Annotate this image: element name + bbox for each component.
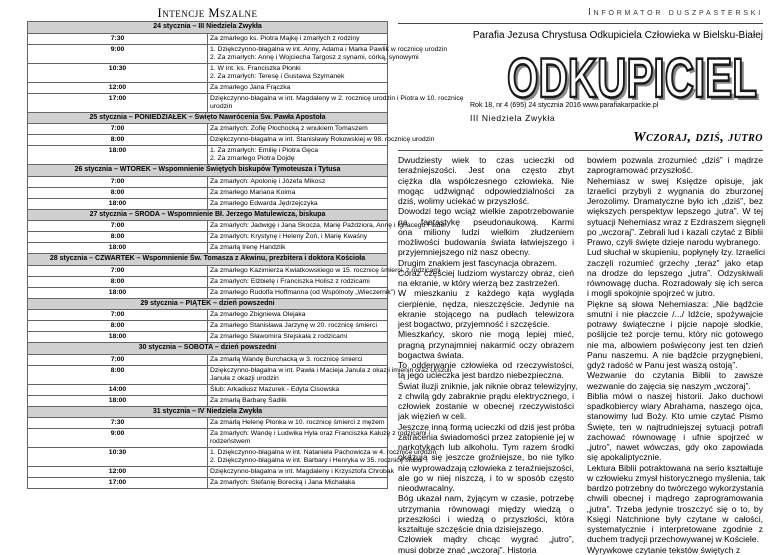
article-line: nie ma, albowiem poświęcony jest ten dzień bbox=[587, 339, 763, 350]
article-line: Jerozolimy. Dramatyczne było ich „dziś”, bez bbox=[587, 196, 763, 206]
intention-row bbox=[28, 287, 388, 298]
article-line: człowiek zostanie w obecnej rzeczywistości bbox=[398, 401, 574, 411]
mass-time: 18:00 bbox=[28, 243, 208, 254]
article-line: Wyrywkowe czytanie tekstów świętych z bbox=[587, 544, 741, 555]
article-line: To odderwanie człowieka od rzeczywistości, bbox=[398, 360, 574, 370]
intention-row bbox=[28, 187, 388, 198]
article-line: stanowimy lud Boży. Kto umie czytać Pismo bbox=[587, 411, 763, 422]
newsletter-header bbox=[398, 6, 763, 123]
day-heading-row bbox=[28, 254, 388, 266]
logo-text: ODKUPICIEL bbox=[507, 46, 757, 109]
intention-line: Za zmarłą Irenę Handzlik bbox=[210, 244, 286, 251]
article-line: poślijcie też porcje temu, który nic gotowego bbox=[587, 329, 763, 340]
intention-line: Dziękczynno-błagalna w int. Pawła i Macieja Janula z okazji imienin oraz Urszuli bbox=[210, 366, 452, 374]
article-line: i mogli spokojnie spojrzeć w jutro. bbox=[587, 288, 716, 299]
day-heading: 30 stycznia – SOBOTA – dzień powszedni bbox=[28, 343, 388, 355]
article-line: smutni i nie płaczcie /.../ Idźcie, spożywajcie bbox=[587, 308, 763, 319]
day-heading: 25 stycznia – PONIEDZIAŁEK – Święto Nawrócenia Św. Pawła Apostoła bbox=[28, 112, 388, 124]
day-heading: 26 stycznia – WTOREK – Wspomnienie Świętych biskupów Tymoteusza i Tytusa bbox=[28, 165, 388, 177]
article-line: systematycznie i interpretowane zgodnie z bbox=[587, 524, 763, 534]
intention-text bbox=[208, 310, 388, 321]
intention-text bbox=[208, 429, 430, 448]
mass-time: 18:00 bbox=[28, 198, 208, 209]
intention-row bbox=[28, 93, 388, 112]
intention-line: Dziękczynno-błagalna w int. Magdaleny i Krzysztofa Chrobak bbox=[210, 468, 394, 475]
article-line: zaczęli rozumieć grzechy „teraz” jako etap bbox=[587, 257, 763, 268]
intention-line: 2. Za zmarłych: Annę i Wojciecha Targosz z synami, córką, synowymi bbox=[210, 53, 419, 61]
intention-row bbox=[28, 365, 388, 384]
article-line: możliwości budowania świata łatwiejszego i bbox=[398, 237, 574, 247]
intention-line: 2. Za zmarłego Piotra Dojdę bbox=[210, 155, 295, 162]
article-column-1 bbox=[398, 155, 578, 555]
intention-line: Za zmarłego Zbigniewa Olejaka bbox=[210, 311, 306, 318]
intention-line: 2. Za zmarłych: Teresę i Gustawa Szymanek bbox=[210, 72, 345, 80]
article-line: Święte, ten w najtrudniejszej sytuacji potrafi bbox=[587, 421, 763, 432]
article-line: ciężka dla współczesnego człowieka. Nie bbox=[398, 175, 574, 186]
day-heading-row bbox=[28, 298, 388, 310]
intention-line: Januła z okazji urodzin bbox=[210, 374, 279, 382]
intention-line: Za zmarłych: Wandę i Ludwika Hyla oraz Franciszka Kałużę z rodzicami i bbox=[210, 430, 430, 437]
article-line: ale go w niej niszczą, i to w sposób często bbox=[398, 472, 574, 483]
mass-time: 12:00 bbox=[28, 82, 208, 93]
article-line: dziś, wolimy uciekać w przyszłość. bbox=[398, 196, 530, 206]
day-heading: 31 stycznia – IV Niedziela Zwykła bbox=[28, 406, 388, 418]
mass-time: 10:30 bbox=[28, 63, 208, 82]
article-line: sytuacji Nehemiasz wraz z Ezdraszem sięgnęli bbox=[587, 216, 766, 227]
intention-text bbox=[208, 135, 435, 146]
article-line: Człowiek mądry chcąc wygrać „jutro”, bbox=[398, 534, 574, 545]
intention-row bbox=[28, 332, 388, 343]
article-line: Dowodzi tego wciąż wielkie zapotrzebowanie bbox=[398, 206, 574, 217]
intention-line: Za zmarłego Jana Frączka bbox=[210, 83, 291, 91]
article-line: bowiem pozwala zrozumieć „dziś” i mądrze bbox=[587, 155, 763, 165]
article-line: przeszłości i wiedzą o przyszłości, która bbox=[398, 513, 574, 524]
article-line: cierpienie, nędza, nieszczęście. Jedynie na bbox=[398, 298, 574, 309]
article-line: Prawo, czyli święte dzieje narodu wybranego. bbox=[587, 237, 761, 247]
article-line: Księgi Natchnione były czytane w całości, bbox=[587, 513, 763, 524]
intention-text bbox=[208, 93, 464, 112]
article-column-2 bbox=[587, 155, 766, 555]
article-line: chwili obecnej i mądrego zaprogramowania bbox=[587, 493, 763, 504]
article-line: Bóg ukazał nam, żyjącym w czasie, potrzebę bbox=[398, 493, 574, 504]
intention-row bbox=[28, 146, 388, 165]
intention-line: Za zmarłą Barbarę Sadlik bbox=[210, 396, 287, 404]
day-heading-row bbox=[28, 209, 388, 221]
header-divider bbox=[398, 23, 763, 24]
article-line: bogactwa świata. bbox=[398, 349, 464, 360]
day-heading-row bbox=[28, 165, 388, 177]
intention-line: Za zmarłych: Stefanię Borecką i Jana Michałaka bbox=[210, 479, 356, 486]
article-line: Izraelici przybyli z wygnania do zburzonej bbox=[587, 185, 763, 196]
article-line: spadkobiercy wiary Abrahama, naszego ojca, bbox=[587, 401, 763, 411]
intention-row bbox=[28, 354, 388, 365]
article-line: równowagę ducha. Rozradowały się ich serca bbox=[587, 278, 763, 288]
mass-time: 12:00 bbox=[28, 467, 208, 478]
intentions-title: Intencje Mszalne bbox=[157, 6, 258, 20]
intention-row bbox=[28, 276, 388, 287]
article-line: Lud słuchał w skupieniu, popłynęły łzy. Izraelici bbox=[587, 247, 766, 258]
intention-line: Za zmarłych: Krystynę i Heleny Żoń, i Marię Kwaśny bbox=[210, 233, 368, 240]
intention-text bbox=[208, 124, 388, 135]
mass-time: 9:00 bbox=[28, 429, 208, 448]
article-line: większych perspektyw lepszego „jutra”. W tej bbox=[587, 206, 763, 217]
mass-time: 7:00 bbox=[28, 310, 208, 321]
article-line: na fantastykę pseudonaukową. Karmi bbox=[398, 216, 574, 227]
intention-line: Dziękczynno-błagalna w int. Stanisławy Rokowskiej w 98. rocznicę urodzin bbox=[210, 136, 435, 143]
day-heading: 29 stycznia – PIĄTEK – dzień powszedni bbox=[28, 298, 388, 310]
article-line: kształtuje szczęście dnia dzisiejszego. bbox=[398, 524, 544, 534]
mass-time: 8:00 bbox=[28, 135, 208, 146]
article-line: W mieszkaniu z każdego kąta wygląda bbox=[398, 288, 574, 299]
mass-time: 8:00 bbox=[28, 365, 208, 384]
intention-text bbox=[208, 287, 396, 298]
mass-time: 17:00 bbox=[28, 478, 208, 489]
intention-line: Za zmarłego Rudolfa Hoffmanna (od Wspólnoty „Wieczernik”) bbox=[210, 288, 396, 296]
article-line: gdyż radość w Panu jest waszą ostoją”. bbox=[587, 360, 738, 370]
article-line: ekranie stojącego na pudłach telewizora bbox=[398, 308, 574, 319]
day-heading-row bbox=[28, 406, 388, 418]
article-line: Wezwanie do czytania Biblii to zawsze bbox=[587, 370, 763, 381]
article-line: mogąc udźwignąć odpowiedzialności za bbox=[398, 185, 574, 196]
intention-row bbox=[28, 44, 388, 63]
mass-time: 7:00 bbox=[28, 221, 208, 232]
intention-line: Za zmarłego ks. Piotra Majkę i zmarłych z rodziny bbox=[210, 34, 360, 42]
day-heading: 24 stycznia – III Niedziela Zwykła bbox=[28, 22, 388, 34]
intention-text bbox=[208, 265, 441, 276]
intention-text bbox=[208, 418, 388, 429]
article-line: okazują się jeszcze groźniejsze, bo nie tylko bbox=[398, 452, 574, 463]
parish-name: Parafia Jezusa Chrystusa Odkupiciela Człowieka w Bielsku-Białej bbox=[472, 30, 763, 41]
intention-line: Za zmarłych: Jadwigę i Jana Skocza, Marię Paździora, Annę i Ignacego Fluder bbox=[210, 222, 447, 229]
article-line: Mieszkańcy, skoro nie mogą lepiej mieć, bbox=[398, 329, 574, 340]
intention-line: urodzin bbox=[210, 102, 233, 110]
intention-text bbox=[208, 146, 388, 165]
article-line: musi dobrze znać „wczoraj”. Historia bbox=[398, 544, 537, 555]
intention-text bbox=[208, 478, 388, 489]
article-line: zaprogramować przyszłość. bbox=[587, 165, 694, 176]
day-heading-row bbox=[28, 112, 388, 124]
intention-row bbox=[28, 124, 388, 135]
mass-time: 7:00 bbox=[28, 124, 208, 135]
mass-time: 7:00 bbox=[28, 354, 208, 365]
intention-row bbox=[28, 135, 388, 146]
intention-line: Za zmarłego Edwarda Jędrzejczyka bbox=[210, 199, 318, 207]
mass-time: 17:00 bbox=[28, 93, 208, 112]
informator-title: Informator duszpasterski bbox=[587, 7, 763, 18]
article-line: Nehemiasz w swej Księdze opisuje, jak bbox=[587, 175, 763, 186]
intention-line: Za zmarłą Helenę Płonka w 10. rocznicę śmierci z mężem bbox=[210, 419, 385, 426]
issue-info: Rok 18, nr 4 (695) 24 stycznia 2016 www.parafiakarpackie.pl bbox=[470, 102, 659, 109]
intention-row bbox=[28, 418, 388, 429]
article-title: Wczoraj, dziś, jutro bbox=[633, 130, 763, 145]
intention-text bbox=[208, 395, 388, 406]
mass-time: 8:00 bbox=[28, 187, 208, 198]
article-line: utrzymania równowagi między wiedzą o bbox=[398, 503, 574, 514]
mass-time: 7:00 bbox=[28, 265, 208, 276]
article-line: na ekranie, w który wierzą bez zastrzeżeń. bbox=[398, 278, 560, 288]
intention-row bbox=[28, 265, 388, 276]
article-line: bardzo potrzebny do twórczego wykorzystania bbox=[587, 483, 764, 493]
article-line: jest bogactwo, przyjemność i szczęście. bbox=[398, 319, 550, 329]
article-line: wezwanie do zajęcia się naszym „wczoraj”. bbox=[587, 380, 751, 391]
intention-row bbox=[28, 232, 388, 243]
article-line: z chwilą gdy zabraknie prądu elektrycznego, i bbox=[398, 390, 574, 401]
article-line: w człowieku zmysł historycznego myślenia, tak bbox=[587, 472, 766, 483]
day-heading-row bbox=[28, 343, 388, 355]
article-divider bbox=[398, 150, 763, 151]
article-line: na drodze do lepszego „jutra”. Odzyskiwali bbox=[587, 267, 763, 278]
intention-text bbox=[208, 176, 388, 187]
article-line: ona miliony ludzi wielkim złudzeniem bbox=[398, 226, 574, 237]
intention-row bbox=[28, 176, 388, 187]
intention-text bbox=[208, 467, 394, 478]
liturgical-sunday: III Niedziela Zwykła bbox=[470, 113, 556, 123]
intention-text bbox=[208, 82, 388, 93]
mass-time: 14:00 bbox=[28, 384, 208, 395]
article-line: Piękne są słowa Nehemiasza: „Nie bądźcie bbox=[587, 298, 763, 309]
intention-row bbox=[28, 33, 388, 44]
intention-text bbox=[208, 384, 388, 395]
mass-time: 7:30 bbox=[28, 418, 208, 429]
intention-text bbox=[208, 332, 388, 343]
intention-text bbox=[208, 243, 388, 254]
intention-line: 1. Dziękczynno-błagalna w int. Anny, Adama i Marka Pawlik w rocznicę urodzin bbox=[210, 45, 448, 53]
article-line: nie wyprowadzają człowieka z teraźniejszości, bbox=[398, 462, 574, 473]
intention-line: Dziękczynno-błagalna w int. Magdaleny w 2. rocznicę urodzin i Piotra w 10. rocznicę bbox=[210, 94, 464, 102]
day-heading: 28 stycznia – CZWARTEK – Wspomnienie Św. Tomasza z Akwinu, prezbitera i doktora Kościoła bbox=[28, 254, 388, 266]
article-line: Jeszcze inną formą ucieczki od dziś jest próba bbox=[398, 421, 575, 432]
article-line: nieodwracalny. bbox=[398, 483, 455, 493]
article-line: „jutro”, nawet wówczas, gdy oko zapowiada bbox=[587, 442, 763, 452]
intention-text bbox=[208, 276, 388, 287]
article-line: duchem tradycji przechowywanej w Kościele. bbox=[587, 534, 759, 545]
intention-text bbox=[208, 321, 388, 332]
mass-time: 7:30 bbox=[28, 33, 208, 44]
intention-row bbox=[28, 310, 388, 321]
intention-line: 1. Za zmarłych: Emilię i Piotra Gęca bbox=[210, 147, 319, 154]
article-line: pragną przynajmniej nakarmić oczy obrazem bbox=[398, 339, 574, 350]
article-line: Świat iluzji zniknie, jak niknie obraz telewizyjny, bbox=[398, 380, 578, 391]
article-line: Panu naszemu. A nie bądźcie przygnębieni, bbox=[587, 349, 763, 360]
mass-time: 8:00 bbox=[28, 276, 208, 287]
intention-line: 2. Dziękczynno-błagalna w int. Barbary i Henryka w 35. rocznicę ślubu bbox=[210, 457, 422, 464]
article-line: Coraz częściej ludziom wystarczy obraz, cień bbox=[398, 267, 574, 278]
article-line: narkotykach lub alkoholu. Tym razem środki bbox=[398, 442, 574, 452]
intention-line: Za zmarłą Wandę Burchacką w 3. rocznicę śmierci bbox=[210, 355, 363, 363]
intention-text bbox=[208, 232, 388, 243]
intention-row bbox=[28, 243, 388, 254]
article-line: po „wczoraj”. Zebrali lud i kazali czytać z Biblii bbox=[587, 226, 763, 237]
mass-time: 7:00 bbox=[28, 176, 208, 187]
article-line: się apokaliptycznie. bbox=[587, 452, 662, 463]
intention-line: 1. Dziękczynno-błagalna w int. Nataniela Pachowicza w 4. rocznicę urodzin bbox=[210, 449, 437, 456]
article-line: przyjemniejszego niż nasz obecny. bbox=[398, 247, 531, 258]
article-line: „jutra”. Trzeba jedynie troszczyć się o to, by bbox=[587, 503, 763, 514]
article-line: jak więzień w celi. bbox=[398, 411, 467, 422]
intention-text bbox=[208, 365, 452, 384]
intention-line: Za zmarłego Kazimierza Kwiatkowskiego w 15. rocznicę śmierci, z rodzicami bbox=[210, 266, 441, 274]
intention-text bbox=[208, 221, 447, 232]
intention-text bbox=[208, 33, 388, 44]
article-line: tą jego ucieczka jest bardzo niebezpieczna. bbox=[398, 370, 564, 381]
intention-line: 1. W int. ks. Franciszka Płonki bbox=[210, 64, 301, 72]
intention-row bbox=[28, 429, 388, 448]
article-line: Lektura Biblii potraktowana na serio kształtuje bbox=[587, 462, 763, 473]
intention-line: Ślub: Arkadiusz Mazurek - Edyta Cisowska bbox=[210, 385, 340, 393]
mass-time: 9:00 bbox=[28, 44, 208, 63]
intention-row bbox=[28, 467, 388, 478]
article-line: teraźniejszości. Jest ona często zbyt bbox=[398, 165, 574, 176]
mass-time: 8:00 bbox=[28, 321, 208, 332]
intention-line: Za zmarłych: Apolonię i Józefa Mikosz bbox=[210, 177, 326, 185]
intention-text bbox=[208, 187, 388, 198]
day-heading-row bbox=[28, 22, 388, 34]
intention-line: Za zmarłego Stanisława Jarzynę w 20. rocznicę śmierci bbox=[210, 322, 377, 329]
mass-time: 18:00 bbox=[28, 287, 208, 298]
intention-row bbox=[28, 198, 388, 209]
intention-row bbox=[28, 82, 388, 93]
article-line: potrawy świąteczne i pijcie napoje słodkie, bbox=[587, 319, 763, 329]
intention-row bbox=[28, 395, 388, 406]
intention-text bbox=[208, 198, 388, 209]
intention-row bbox=[28, 478, 388, 489]
mass-time: 8:00 bbox=[28, 232, 208, 243]
mass-time: 10:30 bbox=[28, 448, 208, 467]
intention-row bbox=[28, 321, 388, 332]
intention-line: Za zmarłego Mariana Koima bbox=[210, 188, 296, 196]
article-line: zatracenia świadomości przez zatopienie jej w bbox=[398, 431, 574, 442]
intention-line: Za zmarłych: Elżbietę i Franciszka Holisz z rodzicami bbox=[210, 277, 370, 285]
intention-row bbox=[28, 221, 388, 232]
mass-time: 18:00 bbox=[28, 146, 208, 165]
article-line: zachować równowagę i ufnie spojrzeć w bbox=[587, 431, 763, 442]
article-line: Drugim znakiem jest fascynacja obrazem. bbox=[398, 257, 558, 268]
mass-time: 18:00 bbox=[28, 332, 208, 343]
article-line: Biblia mówi o naszej historii. Jako duchowi bbox=[587, 390, 763, 401]
intention-text bbox=[208, 44, 448, 63]
intention-line: Za zmarłych: Zofię Płochocką z wnukiem Tomaszem bbox=[210, 125, 368, 132]
intention-text bbox=[208, 354, 388, 365]
intention-text bbox=[208, 63, 388, 82]
intention-row bbox=[28, 384, 388, 395]
intention-row bbox=[28, 448, 388, 467]
intention-row bbox=[28, 63, 388, 82]
day-heading: 27 stycznia – ŚRODA – Wspomnienie Bł. Jerzego Matulewicza, biskupa bbox=[28, 209, 388, 221]
intention-text bbox=[208, 448, 437, 467]
article-line: Dwudziesty wiek to czas ucieczki od bbox=[398, 155, 574, 165]
intention-line: Za zmarłego Sławomira Stejskała z rodzicami bbox=[210, 333, 348, 340]
intention-line: rodzeństwem bbox=[210, 438, 251, 445]
logo-shadow-text: ODKUPICIEL bbox=[510, 49, 760, 112]
mass-time: 18:00 bbox=[28, 395, 208, 406]
